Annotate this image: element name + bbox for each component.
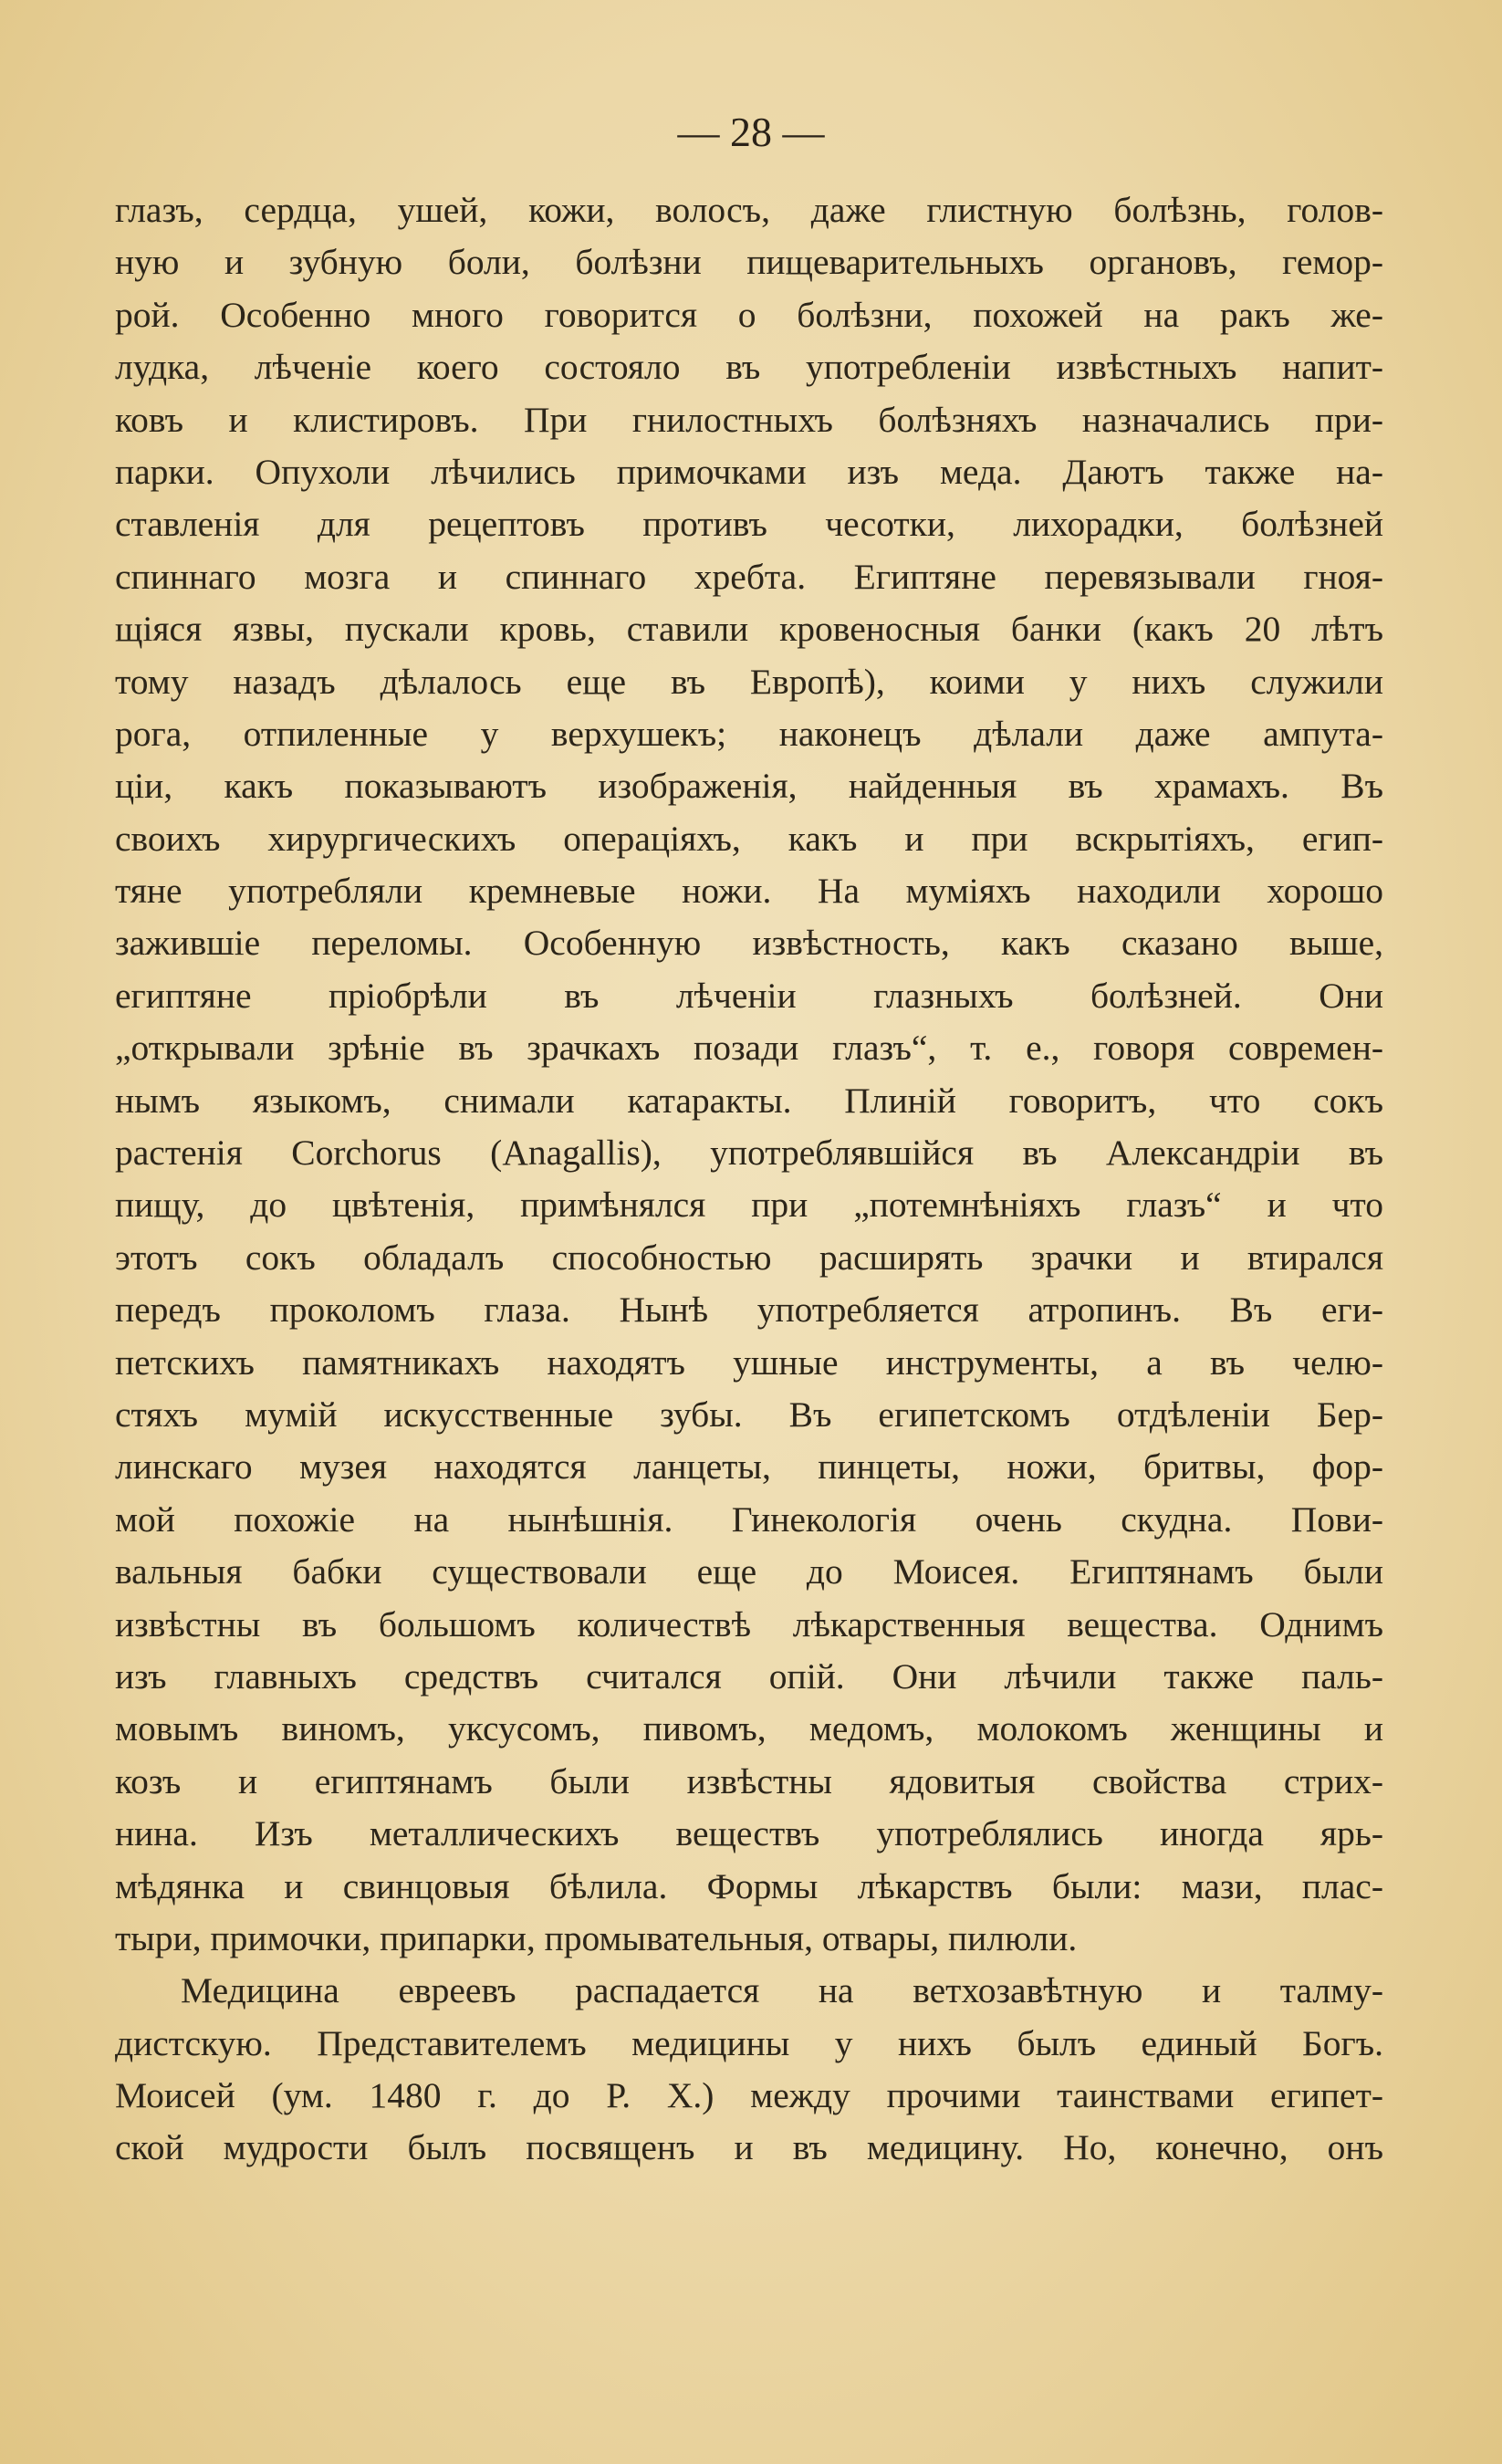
text-line: парки. Опухоли лѣчились примочками изъ меда. Даютъ также на- (115, 451, 1383, 492)
text-line: ской мудрости былъ посвященъ и въ медицину. Но, конечно, онъ (115, 2127, 1383, 2168)
body-text (115, 184, 1383, 2175)
text-line: своихъ хирургическихъ операціяхъ, какъ и при вскрытіяхъ, егип- (115, 818, 1383, 859)
text-line: „открывали зрѣніе въ зрачкахъ позади глазъ“, т. е., говоря современ- (115, 1028, 1383, 1069)
text-line: ціи, какъ показываютъ изображенія, найденныя въ храмахъ. Въ (115, 766, 1383, 807)
text-line: изъ главныхъ средствъ считался опій. Они лѣчили также паль- (115, 1655, 1383, 1697)
text-line: растенія Corchorus (Anagallis), употреблявшійся въ Александріи въ (115, 1133, 1383, 1174)
text-line: мовымъ виномъ, уксусомъ, пивомъ, медомъ, молокомъ женщины и (115, 1708, 1383, 1749)
text-line: нина. Изъ металлическихъ веществъ употреблялись иногда ярь- (115, 1813, 1383, 1854)
text-line: извѣстны въ большомъ количествѣ лѣкарственныя вещества. Однимъ (115, 1603, 1383, 1644)
page-number: — 28 — (677, 109, 825, 155)
text-line: ную и зубную боли, болѣзни пищеварительныхъ органовъ, гемор- (115, 242, 1383, 283)
text-line: вальныя бабки существовали еще до Моисея. Египтянамъ были (115, 1551, 1383, 1592)
text-line: линскаго музея находятся ланцеты, пинцеты, ножи, бритвы, фор- (115, 1446, 1383, 1488)
text-line: пищу, до цвѣтенія, примѣнялся при „потемнѣніяхъ глазъ“ и что (115, 1185, 1383, 1226)
paragraph-2 (115, 1965, 1383, 2175)
text-line: ставленія для рецептовъ противъ чесотки, лихорадки, болѣзней (115, 504, 1383, 545)
text-line: тяне употребляли кремневые ножи. На муміяхъ находили хорошо (115, 871, 1383, 912)
text-line: щіяся язвы, пускали кровь, ставили кровеносныя банки (какъ 20 лѣтъ (115, 609, 1383, 650)
text-line: мой похожіе на нынѣшнія. Гинекологія очень скудна. Пови- (115, 1498, 1383, 1540)
paragraph-1 (115, 184, 1383, 1965)
text-line: тому назадъ дѣлалось еще въ Европѣ), коими у нихъ служили (115, 661, 1383, 702)
text-line: зажившіе переломы. Особенную извѣстность, какъ сказано выше, (115, 923, 1383, 964)
text-line: дистскую. Представителемъ медицины у нихъ былъ единый Богъ. (115, 2022, 1383, 2063)
text-line: Медицина евреевъ распадается на ветхозавѣтную и талму- (181, 1970, 1383, 2011)
text-line: стяхъ мумій искусственные зубы. Въ египетскомъ отдѣленіи Бер- (115, 1394, 1383, 1435)
text-line: глазъ, сердца, ушей, кожи, волосъ, даже глистную болѣзнь, голов- (115, 190, 1383, 230)
text-line: ковъ и клистировъ. При гнилостныхъ болѣзняхъ назначались при- (115, 399, 1383, 440)
text-line: нымъ языкомъ, снимали катаракты. Плиній говоритъ, что сокъ (115, 1080, 1383, 1121)
text-line: египтяне пріобрѣли въ лѣченіи глазныхъ болѣзней. Они (115, 975, 1383, 1016)
text-line: передъ проколомъ глаза. Нынѣ употребляется атропинъ. Въ еги- (115, 1289, 1383, 1331)
text-line: козъ и египтянамъ были извѣстны ядовитыя свойства стрих- (115, 1760, 1383, 1801)
text-line: мѣдянка и свинцовыя бѣлила. Формы лѣкарствъ были: мази, плас- (115, 1865, 1383, 1906)
text-line: Моисей (ум. 1480 г. до Р. Х.) между прочими таинствами египет- (115, 2075, 1383, 2116)
text-line: тыри, примочки, припарки, промывательныя, отвары, пилюли. (115, 1917, 1078, 1958)
text-line: этотъ сокъ обладалъ способностью расширять зрачки и втирался (115, 1237, 1383, 1278)
text-line: петскихъ памятникахъ находятъ ушные инструменты, а въ челю- (115, 1342, 1383, 1383)
text-line: лудка, лѣченіе коего состояло въ употребленіи извѣстныхъ напит- (115, 347, 1383, 388)
text-line: спиннаго мозга и спиннаго хребта. Египтяне перевязывали гноя- (115, 556, 1383, 597)
text-line: рога, отпиленные у верхушекъ; наконецъ дѣлали даже ампута- (115, 713, 1383, 754)
text-line: рой. Особенно много говорится о болѣзни, похожей на ракъ же- (115, 294, 1383, 335)
